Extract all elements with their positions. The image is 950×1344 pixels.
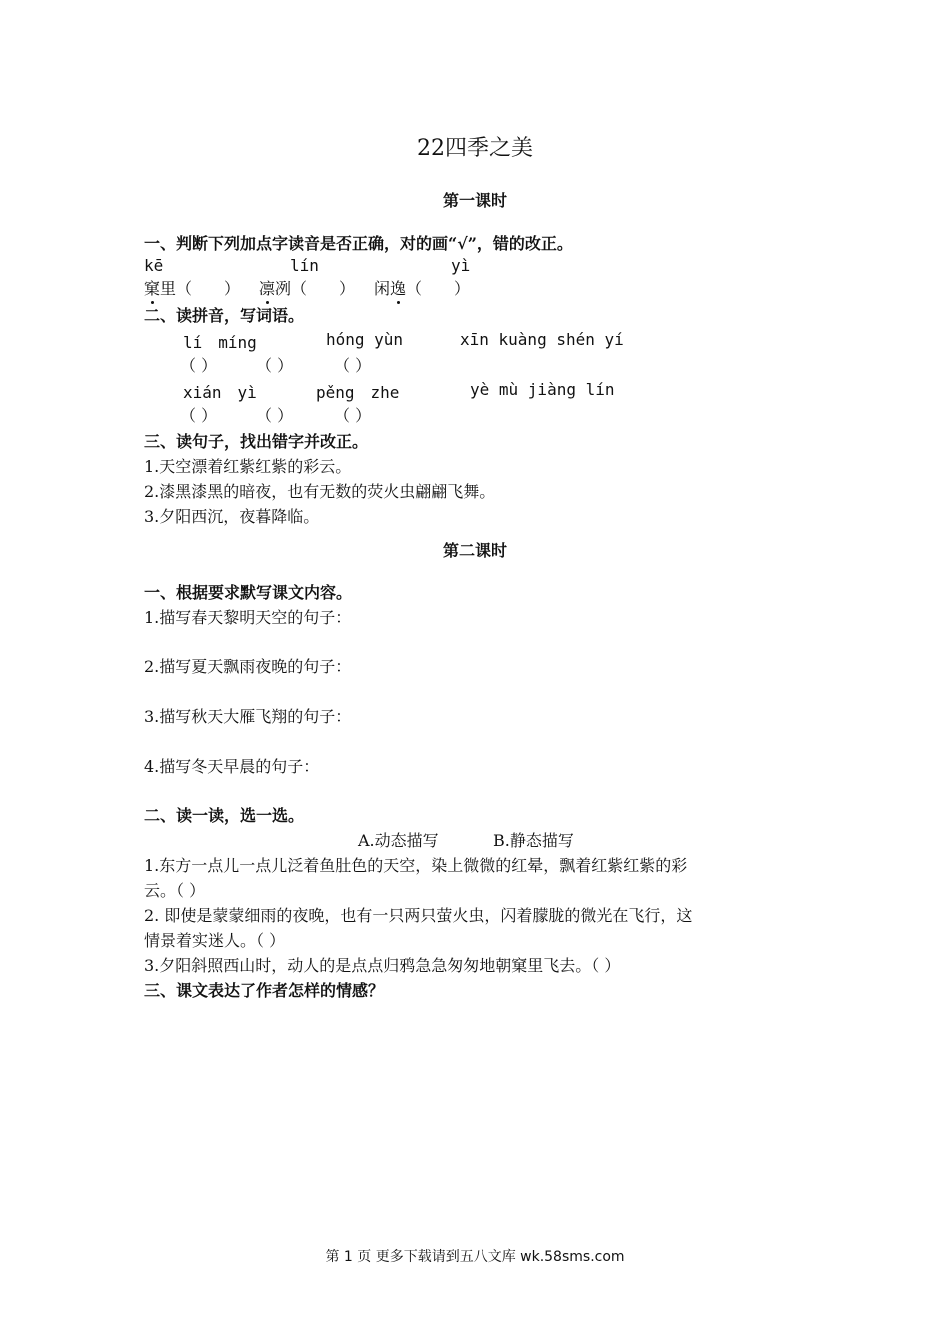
l1-q1-item-1 — [144, 276, 240, 299]
l1-q2-pinyin-4: xián yì — [183, 383, 257, 402]
l2-q2-item-1-line-1: 1.东方一点儿一点儿泛着鱼肚色的天空，染上微微的红晕，飘着红紫红紫的彩 — [144, 856, 688, 875]
l1-q2-heading: 二、读拼音，写词语。 — [144, 306, 305, 325]
l2-q2-item-2-line-2: 情景着实迷人。（ ） — [144, 931, 286, 950]
l2-q1-item-1: 1.描写春天黎明天空的句子： — [144, 608, 352, 627]
l1-q3-heading: 三、读句子，找出错字并改正。 — [144, 432, 369, 451]
l1-q2-blank-3: （ ） — [334, 356, 372, 375]
l1-q3-item-2: 2.漆黑漆黑的暗夜，也有无数的荧火虫翩翩飞舞。 — [144, 482, 496, 501]
lesson2-heading: 第二课时 — [442, 541, 507, 560]
l1-q2-pinyin-1: lí míng — [183, 333, 257, 352]
l2-q1-item-3: 3.描写秋天大雁飞翔的句子： — [144, 707, 352, 726]
l1-q1-item-2 — [259, 276, 355, 299]
l2-q2-item-2-line-1: 2. 即使是蒙蒙细雨的夜晚，也有一只两只萤火虫，闪着朦胧的微光在飞行，这 — [144, 906, 693, 925]
dotted-char: 凛 — [259, 276, 275, 299]
option-b: B.静态描写 — [493, 831, 574, 850]
l1-q2-pinyin-2: hóng yùn — [326, 330, 404, 349]
option-a: A.动态描写 — [358, 831, 439, 850]
l2-q2-item-1-line-2: 云。（ ） — [144, 881, 206, 900]
l2-q1-item-2: 2.描写夏天飘雨夜晚的句子： — [144, 657, 352, 676]
l1-q1-pinyin-2: lín — [290, 256, 319, 275]
l1-q1-heading: 一、判断下列加点字读音是否正确，对的画“√”，错的改正。 — [144, 234, 573, 253]
page-title: 22四季之美 — [417, 136, 533, 161]
l2-q3-heading: 三、课文表达了作者怎样的情感？ — [144, 981, 385, 1000]
l1-q2-pinyin-6: yè mù jiàng lín — [470, 380, 615, 399]
l1-q2-blank-1: （ ） — [180, 356, 218, 375]
l2-q1-heading: 一、根据要求默写课文内容。 — [144, 583, 353, 602]
l1-q2-blank-5: （ ） — [256, 406, 294, 425]
dotted-char: 窠 — [144, 276, 160, 299]
l1-q2-pinyin-5: pěng zhe — [316, 383, 400, 402]
l1-q1-pinyin-3: yì — [451, 256, 471, 275]
item-pre: 闲 — [374, 279, 391, 298]
item-rest: （ ） — [406, 279, 471, 298]
page-footer: 第 1 页 更多下载请到五八文库 wk.58sms.com — [325, 1249, 625, 1265]
l1-q3-item-3: 3.夕阳西沉，夜暮降临。 — [144, 507, 320, 526]
l1-q2-pinyin-3: xīn kuàng shén yí — [460, 330, 624, 349]
l1-q2-blank-2: （ ） — [256, 356, 294, 375]
l1-q2-blank-4: （ ） — [180, 406, 218, 425]
l2-q2-heading: 二、读一读，选一选。 — [144, 806, 305, 825]
l2-q1-item-4: 4.描写冬天早晨的句子： — [144, 757, 320, 776]
l1-q3-item-1: 1.天空漂着红紫红紫的彩云。 — [144, 457, 352, 476]
l1-q1-item-3 — [374, 276, 470, 299]
item-rest: 里（ ） — [160, 279, 241, 298]
lesson1-heading: 第一课时 — [442, 191, 507, 210]
l1-q2-blank-6: （ ） — [334, 406, 372, 425]
dotted-char: 逸 — [390, 276, 406, 299]
item-rest: 冽（ ） — [275, 279, 356, 298]
l2-q2-item-3: 3.夕阳斜照西山时，动人的是点点归鸦急急匆匆地朝窠里飞去。（ ） — [144, 956, 621, 975]
l1-q1-pinyin-1: kē — [144, 256, 164, 275]
